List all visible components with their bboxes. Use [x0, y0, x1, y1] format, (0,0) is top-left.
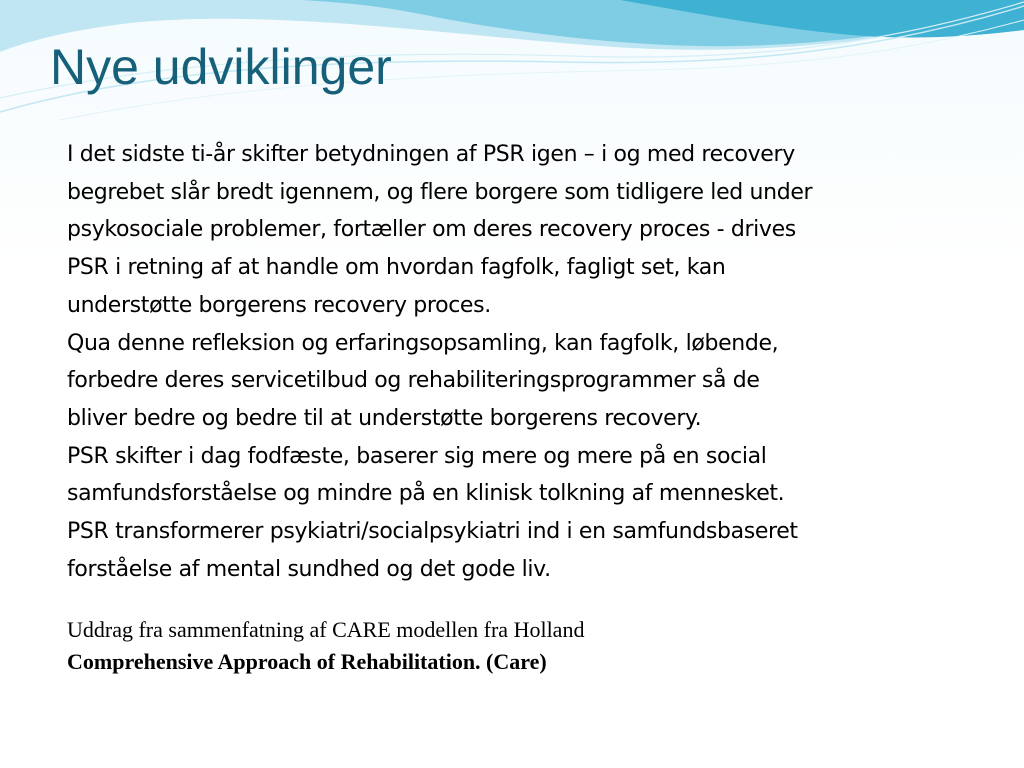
slide-body [67, 136, 987, 588]
body-line: forbedre deres servicetilbud og rehabiliteringsprogrammer så de [67, 368, 760, 394]
body-line: psykosociale problemer, fortæller om deres recovery proces - drives [67, 217, 796, 243]
body-line: PSR skifter i dag fodfæste, baserer sig mere og mere på en social [67, 443, 767, 469]
source-title: Comprehensive Approach of Rehabilitation. (Care) [67, 649, 547, 674]
body-line: understøtte borgerens recovery proces. [67, 292, 491, 318]
slide-title: Nye udviklinger [50, 39, 392, 95]
body-line: begrebet slår bredt igennem, og flere borgere som tidligere led under [67, 179, 813, 205]
body-line: Qua denne refleksion og erfaringsopsamling, kan fagfolk, løbende, [67, 330, 779, 356]
body-line: samfundsforståelse og mindre på en klinisk tolkning af mennesket. [67, 481, 785, 507]
body-line: bliver bedre og bedre til at understøtte borgerens recovery. [67, 405, 702, 431]
body-line: PSR i retning af at handle om hvordan fagfolk, fagligt set, kan [67, 255, 726, 281]
source-citation [67, 614, 584, 678]
body-line: forståelse af mental sundhed og det gode liv. [67, 556, 551, 582]
body-line: I det sidste ti-år skifter betydningen af PSR igen – i og med recovery [67, 142, 795, 167]
body-line: PSR transformerer psykiatri/socialpsykiatri ind i en samfundsbaseret [67, 519, 798, 545]
source-line: Uddrag fra sammenfatning af CARE modellen fra Holland [67, 617, 585, 642]
